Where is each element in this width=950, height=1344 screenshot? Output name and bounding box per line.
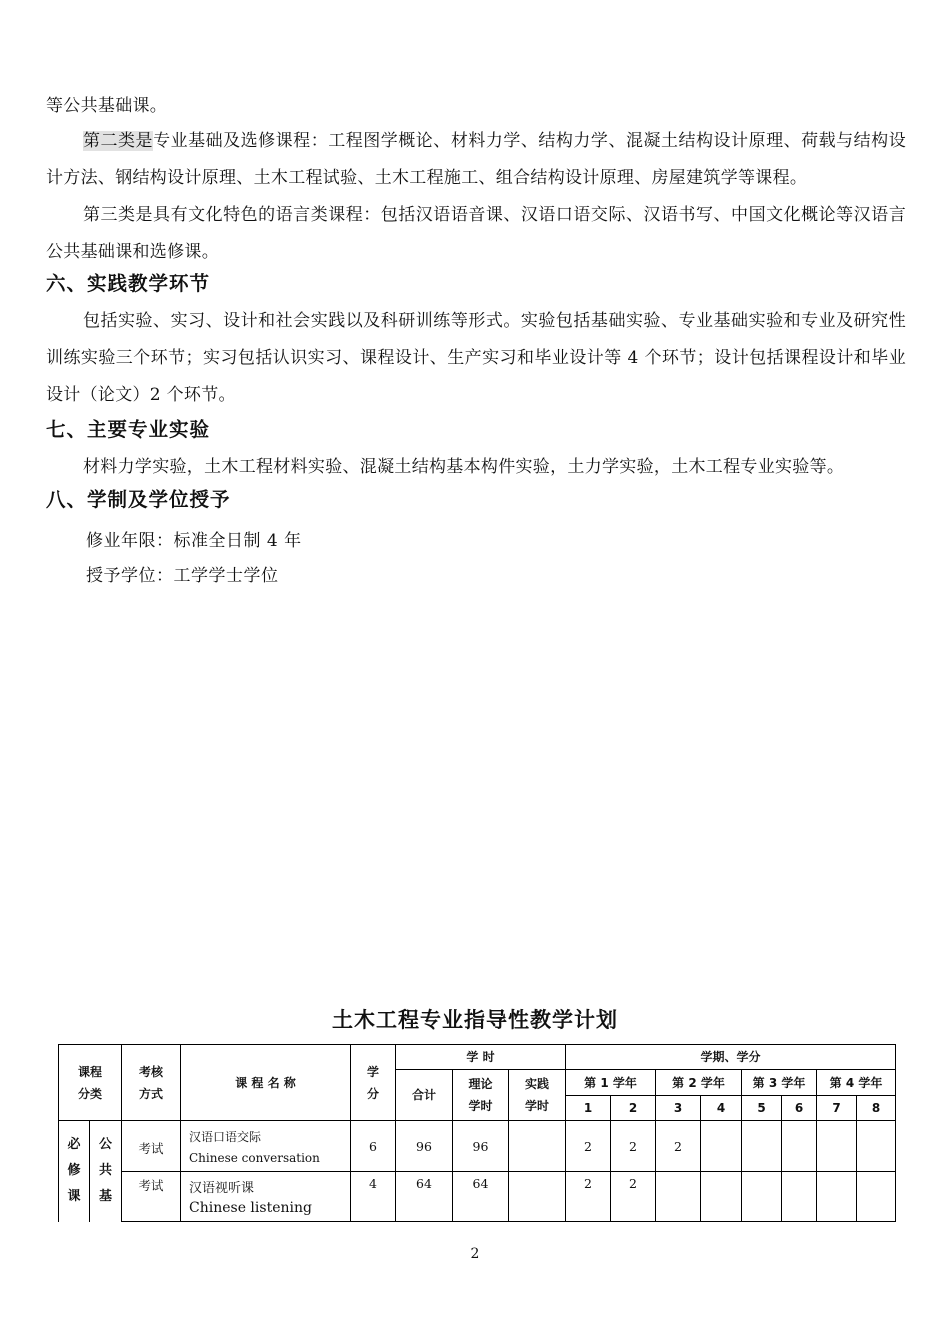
course-theory-hours: 96 [453, 1121, 509, 1172]
section-6-heading: 六、实践教学环节 [46, 272, 211, 295]
category-2-paragraph [46, 123, 906, 197]
term-credit: 2 [566, 1172, 611, 1222]
exam-type: 考试 [122, 1172, 181, 1222]
header-credit: 学分 [351, 1045, 396, 1121]
header-terms: 学期、学分 [566, 1045, 896, 1070]
term-credit [857, 1121, 896, 1172]
teaching-plan-table [58, 1044, 896, 1222]
term-credit [782, 1172, 817, 1222]
term-credit [742, 1121, 782, 1172]
term-credit [782, 1121, 817, 1172]
table-row [59, 1172, 896, 1222]
header-semester: 2 [611, 1096, 656, 1121]
header-hours: 学 时 [396, 1045, 566, 1070]
header-exam: 考核方式 [122, 1045, 181, 1121]
category-2-text: 专业基础及选修课程：工程图学概论、材料力学、结构力学、混凝土结构设计原理、荷载与结构设计方法、钢结构设计原理、土木工程试验、土木工程施工、组合结构设计原理、房屋建筑学等课程。 [46, 131, 906, 188]
course-name: 汉语口语交际 Chinese conversation [181, 1121, 351, 1172]
highlighted-text: 第二类是 [83, 131, 154, 151]
term-credit [817, 1121, 857, 1172]
header-semester: 6 [782, 1096, 817, 1121]
header-semester: 8 [857, 1096, 896, 1121]
header-semester: 5 [742, 1096, 782, 1121]
course-practice-hours [509, 1121, 566, 1172]
intro-line: 等公共基础课。 [46, 96, 168, 116]
plan-title: 土木工程专业指导性教学计划 [332, 1008, 618, 1032]
term-credit [701, 1121, 742, 1172]
course-total-hours: 64 [396, 1172, 453, 1222]
category-3-paragraph: 第三类是具有文化特色的语言类课程：包括汉语语音课、汉语口语交际、汉语书写、中国文化概论等汉语言公共基础课和选修课。 [46, 205, 906, 262]
term-credit: 2 [611, 1172, 656, 1222]
page-number: 2 [470, 1246, 480, 1262]
table-row [59, 1121, 896, 1172]
term-credit: 2 [566, 1121, 611, 1172]
header-year-1: 第 1 学年 [566, 1070, 656, 1096]
header-year-3: 第 3 学年 [742, 1070, 817, 1096]
term-credit [742, 1172, 782, 1222]
term-credit [701, 1172, 742, 1222]
category-public-basic: 公共基 [90, 1121, 122, 1222]
header-semester: 1 [566, 1096, 611, 1121]
course-total-hours: 96 [396, 1121, 453, 1172]
category-required: 必修课 [59, 1121, 90, 1222]
exam-type: 考试 [122, 1121, 181, 1172]
term-credit [656, 1172, 701, 1222]
study-duration: 修业年限：标准全日制 4 年 [86, 531, 302, 551]
section-8-heading: 八、学制及学位授予 [46, 488, 231, 511]
term-credit: 2 [656, 1121, 701, 1172]
course-credit: 6 [351, 1121, 396, 1172]
header-category: 课程分类 [59, 1045, 122, 1121]
section-6-paragraph: 包括实验、实习、设计和社会实践以及科研训练等形式。实验包括基础实验、专业基础实验和专业及研究性训练实验三个环节；实习包括认识实习、课程设计、生产实习和毕业设计等 4 个环节；设计包括课程设计和毕业设计（论文）2 个环节。 [46, 311, 906, 405]
header-semester: 3 [656, 1096, 701, 1121]
header-year-2: 第 2 学年 [656, 1070, 742, 1096]
section-7-paragraph: 材料力学实验，土木工程材料实验、混凝土结构基本构件实验，土力学实验，土木工程专业实验等。 [83, 457, 845, 477]
header-theory-hours: 理论学时 [453, 1070, 509, 1121]
header-semester: 7 [817, 1096, 857, 1121]
term-credit [857, 1172, 896, 1222]
term-credit: 2 [611, 1121, 656, 1172]
header-total-hours: 合计 [396, 1070, 453, 1121]
course-practice-hours [509, 1172, 566, 1222]
course-theory-hours: 64 [453, 1172, 509, 1222]
course-credit: 4 [351, 1172, 396, 1222]
course-name: 汉语视听课 Chinese listening [181, 1172, 351, 1222]
header-course-name: 课 程 名 称 [181, 1045, 351, 1121]
header-practice-hours: 实践学时 [509, 1070, 566, 1121]
degree-awarded: 授予学位：工学学士学位 [86, 566, 279, 586]
header-semester: 4 [701, 1096, 742, 1121]
section-7-heading: 七、主要专业实验 [46, 418, 211, 441]
header-year-4: 第 4 学年 [817, 1070, 896, 1096]
term-credit [817, 1172, 857, 1222]
